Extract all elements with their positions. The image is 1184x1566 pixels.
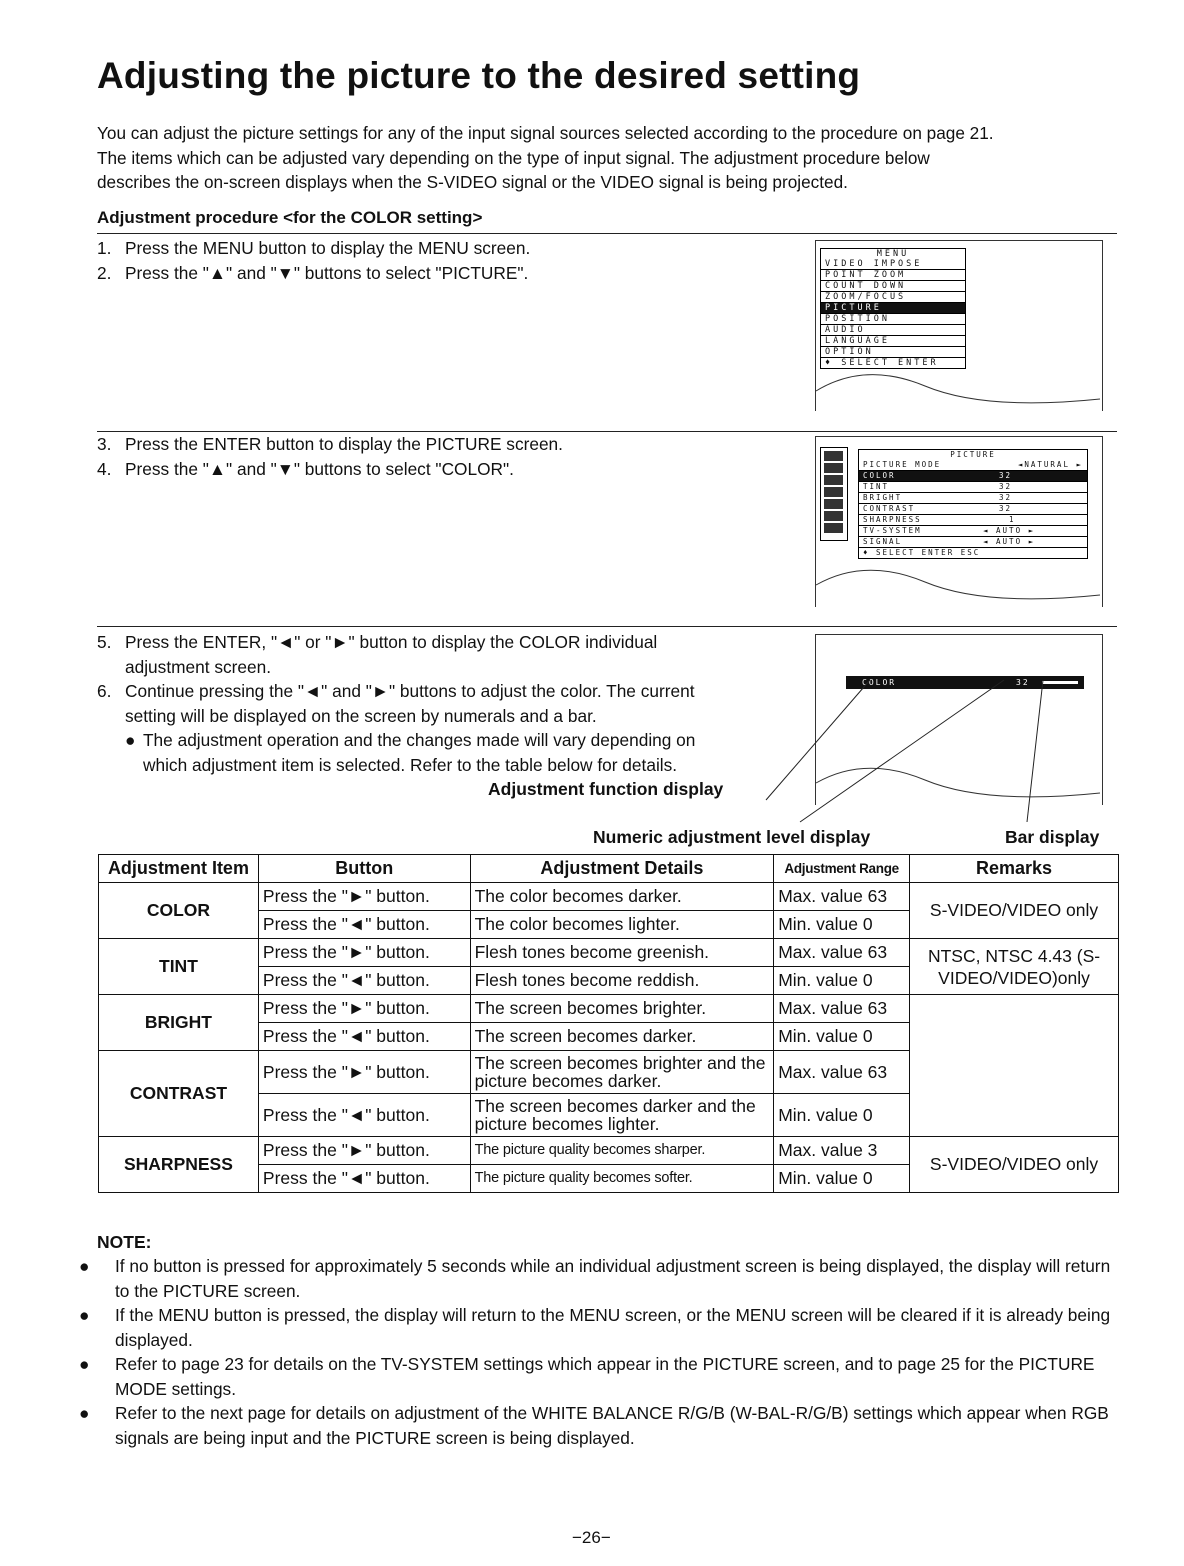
details-cell: The color becomes lighter. xyxy=(470,911,774,939)
step-number: 3. xyxy=(97,434,112,454)
range-cell: Min. value 0 xyxy=(774,1165,910,1193)
bullet-icon: ● xyxy=(79,1354,90,1374)
mode-label: PICTURE MODE xyxy=(863,460,942,469)
table-row xyxy=(99,995,1119,1023)
color-label: COLOR xyxy=(862,678,897,687)
table-row xyxy=(99,883,1119,911)
item-name: CONTRAST xyxy=(863,504,916,513)
color-value: 32 xyxy=(1016,678,1030,687)
remark-cell: S-VIDEO/VIDEO only xyxy=(910,1137,1119,1193)
range-cell: Max. value 63 xyxy=(774,1051,910,1094)
note-text: Refer to the next page for details on adjustment of the WHITE BALANCE R/G/B (W-BAL-R/G/B) settings which appear when RGB signals are being input and the PICTURE screen is being displayed. xyxy=(115,1403,1109,1448)
item-value: 32 xyxy=(999,504,1013,513)
menu-item: POINT ZOOM xyxy=(821,270,965,281)
bullet-icon: ● xyxy=(79,1305,90,1325)
bullet-icon: ● xyxy=(125,730,136,750)
details-cell: Flesh tones become reddish. xyxy=(470,967,774,995)
details-cell: The screen becomes darker and the picture becomes lighter. xyxy=(470,1094,774,1137)
details-cell: The screen becomes brighter. xyxy=(470,995,774,1023)
adjustment-table xyxy=(98,854,1119,1193)
remark-cell: NTSC, NTSC 4.43 (S-VIDEO/VIDEO)only xyxy=(910,939,1119,995)
header-cell: Adjustment Range xyxy=(774,855,910,883)
item-value: 1 xyxy=(1009,515,1016,524)
header-cell: Remarks xyxy=(910,855,1119,883)
range-cell: Max. value 3 xyxy=(774,1137,910,1165)
intro-line: You can adjust the picture settings for any of the input signal sources selected according to the procedure on page 21. xyxy=(97,123,994,143)
item-cell: CONTRAST xyxy=(99,1051,259,1137)
button-cell: Press the "◄" button. xyxy=(258,911,470,939)
details-cell: The screen becomes brighter and the picture becomes darker. xyxy=(470,1051,774,1094)
range-cell: Max. value 63 xyxy=(774,883,910,911)
menu-item: LANGUAGE xyxy=(821,336,965,347)
menu-title: MENU xyxy=(876,249,910,259)
step-text-cont: adjustment screen. xyxy=(125,656,272,677)
range-cell: Min. value 0 xyxy=(774,911,910,939)
menu-item: ZOOM/FOCUS xyxy=(821,292,965,303)
bullet-text: The adjustment operation and the changes made will vary depending on xyxy=(143,730,696,750)
item-cell: BRIGHT xyxy=(99,995,259,1051)
header-cell: Button xyxy=(258,855,470,883)
remark-cell: S-VIDEO/VIDEO only xyxy=(910,883,1119,939)
header-cell: Adjustment Item xyxy=(99,855,259,883)
mode-value: ◄NATURAL ► xyxy=(1017,460,1083,469)
item-name: TINT xyxy=(863,482,890,491)
note-item xyxy=(79,1401,1127,1450)
details-cell: Flesh tones become greenish. xyxy=(470,939,774,967)
details-cell: The picture quality becomes sharper. xyxy=(470,1137,774,1165)
step-text: Press the "▲" and "▼" buttons to select "PICTURE". xyxy=(125,262,529,283)
bar-display-caption: Bar display xyxy=(1005,827,1100,847)
step-text-cont: setting will be displayed on the screen by numerals and a bar. xyxy=(125,705,597,726)
button-cell: Press the "►" button. xyxy=(258,883,470,911)
header-cell: Adjustment Details xyxy=(470,855,774,883)
button-cell: Press the "◄" button. xyxy=(258,1165,470,1193)
item-value: 32 xyxy=(999,471,1013,480)
menu-item: POSITION xyxy=(821,314,965,325)
step-number: 1. xyxy=(97,238,112,258)
note-text: Refer to page 23 for details on the TV-SYSTEM settings which appear in the PICTURE screen, and to page 25 for the PICTURE MODE settings. xyxy=(115,1354,1095,1399)
note-text: If the MENU button is pressed, the display will return to the MENU screen, or the MENU screen will be cleared if it is already being displayed. xyxy=(115,1305,1111,1350)
range-cell: Min. value 0 xyxy=(774,1094,910,1137)
item-value: ◄ AUTO ► xyxy=(983,526,1036,535)
item-value: ◄ AUTO ► xyxy=(983,537,1036,546)
step-text: Continue pressing the "◄" and "►" buttons to adjust the color. The current xyxy=(125,681,695,701)
item-cell: COLOR xyxy=(99,883,259,939)
range-cell: Min. value 0 xyxy=(774,1023,910,1051)
button-cell: Press the "►" button. xyxy=(258,1051,470,1094)
note-item xyxy=(79,1352,1127,1401)
step-text: Press the "▲" and "▼" buttons to select "COLOR". xyxy=(125,458,514,479)
button-cell: Press the "►" button. xyxy=(258,939,470,967)
bullet-icon: ● xyxy=(79,1403,90,1423)
range-cell: Min. value 0 xyxy=(774,967,910,995)
procedure-heading: Adjustment procedure <for the COLOR setting> xyxy=(97,208,483,227)
menu-item: AUDIO xyxy=(821,325,965,336)
item-value: 32 xyxy=(999,493,1013,502)
item-name: SIGNAL xyxy=(863,537,903,546)
step-number: 4. xyxy=(97,458,112,479)
note-text: If no button is pressed for approximately 5 seconds while an individual adjustment screen is being displayed, the display will return to the PICTURE screen. xyxy=(115,1256,1111,1301)
remark-cell xyxy=(910,995,1119,1137)
table-row xyxy=(99,1137,1119,1165)
menu-item-selected: PICTURE xyxy=(821,303,965,314)
notes-list xyxy=(79,1254,1127,1450)
item-name: COLOR xyxy=(863,471,896,480)
page-number: −26− xyxy=(572,1528,611,1547)
range-cell: Max. value 63 xyxy=(774,939,910,967)
step-number: 2. xyxy=(97,262,112,283)
step-text: Press the ENTER button to display the PICTURE screen. xyxy=(125,434,563,454)
item-name: SHARPNESS xyxy=(863,515,922,524)
table-row xyxy=(99,939,1119,967)
table-header-row xyxy=(99,855,1119,883)
note-title: NOTE: xyxy=(97,1232,152,1252)
item-name: BRIGHT xyxy=(863,493,903,502)
button-cell: Press the "◄" button. xyxy=(258,967,470,995)
item-name: TV-SYSTEM xyxy=(863,526,922,535)
menu-item: COUNT DOWN xyxy=(821,281,965,292)
intro-line: describes the on-screen displays when the S-VIDEO signal or the VIDEO signal is being projected. xyxy=(97,172,848,192)
item-cell: SHARPNESS xyxy=(99,1137,259,1193)
page-title: Adjusting the picture to the desired setting xyxy=(97,55,861,96)
button-cell: Press the "►" button. xyxy=(258,995,470,1023)
note-item xyxy=(79,1254,1127,1303)
step-text: Press the ENTER, "◄" or "►" button to display the COLOR individual xyxy=(125,632,658,652)
menu-footer: ♦ SELECT ENTER xyxy=(825,358,939,368)
details-cell: The screen becomes darker. xyxy=(470,1023,774,1051)
details-cell: The picture quality becomes softer. xyxy=(470,1165,774,1193)
intro-line: The items which can be adjusted vary depending on the type of input signal. The adjustment procedure below xyxy=(97,147,930,168)
step-number: 6. xyxy=(97,681,112,701)
adjustment-function-caption: Adjustment function display xyxy=(488,779,724,799)
details-cell: The color becomes darker. xyxy=(470,883,774,911)
step-text: Press the MENU button to display the MENU screen. xyxy=(125,238,531,258)
picture-footer: ♦ SELECT ENTER ESC xyxy=(863,548,981,557)
picture-title: PICTURE xyxy=(950,450,996,459)
numeric-display-caption: Numeric adjustment level display xyxy=(593,827,871,847)
bullet-text-cont: which adjustment item is selected. Refer to the table below for details. xyxy=(143,754,678,775)
menu-item: VIDEO IMPOSE xyxy=(821,259,965,270)
note-item xyxy=(79,1303,1127,1352)
item-cell: TINT xyxy=(99,939,259,995)
button-cell: Press the "◄" button. xyxy=(258,1094,470,1137)
menu-item: OPTION xyxy=(821,347,965,358)
step-number: 5. xyxy=(97,632,112,652)
button-cell: Press the "►" button. xyxy=(258,1137,470,1165)
bullet-icon: ● xyxy=(79,1256,90,1276)
button-cell: Press the "◄" button. xyxy=(258,1023,470,1051)
range-cell: Max. value 63 xyxy=(774,995,910,1023)
item-value: 32 xyxy=(999,482,1013,491)
